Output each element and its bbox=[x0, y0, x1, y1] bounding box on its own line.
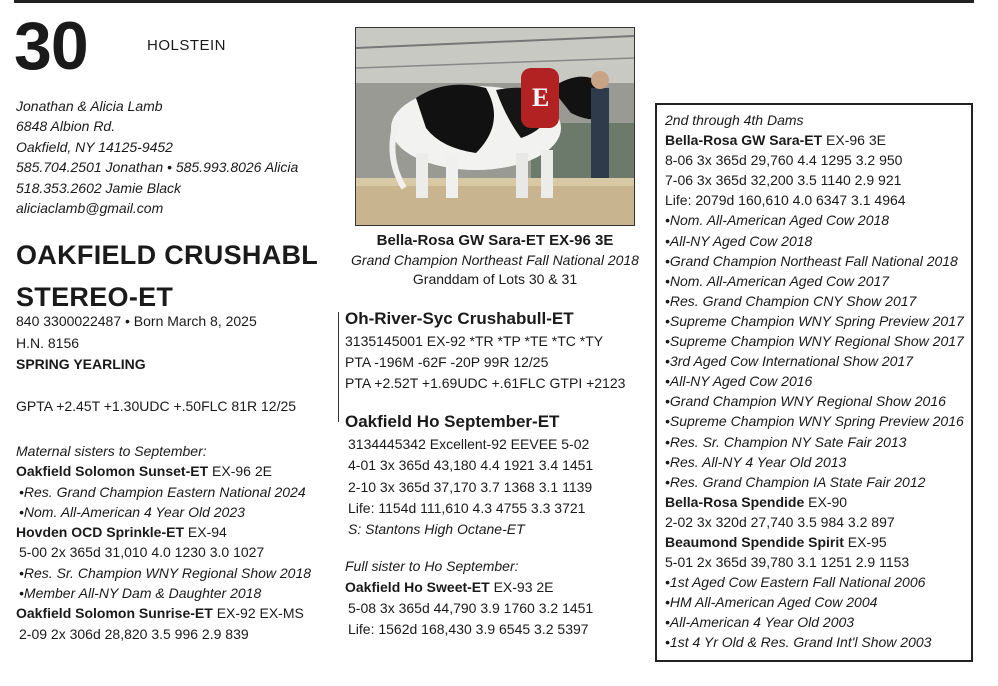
animal-id-birth: 840 3300022487 • Born March 8, 2025 bbox=[16, 313, 257, 329]
svg-text:E: E bbox=[532, 83, 550, 112]
sister-entry bbox=[16, 603, 311, 623]
consignor-phone: 585.704.2501 Jonathan • 585.993.8026 Alicia bbox=[16, 159, 299, 176]
full-sister-record: 5-08 3x 365d 44,790 3.9 1760 3.2 1451 bbox=[348, 600, 594, 616]
dam3-entry bbox=[665, 492, 964, 512]
sire-name: Oh-River-Syc Crushabull-ET bbox=[345, 309, 574, 328]
dams-heading: 2nd through 4th Dams bbox=[665, 112, 804, 128]
sister-entry bbox=[16, 461, 311, 481]
photo-caption-name: Bella-Rosa GW Sara-ET EX-96 3E bbox=[376, 232, 614, 249]
consignor-phone-secondary: 518.353.2602 Jamie Black bbox=[16, 179, 181, 196]
dam4-record: 5-01 2x 365d 39,780 3.1 1251 2.9 1153 bbox=[665, 554, 910, 571]
full-sister-heading: Full sister to Ho September: bbox=[345, 558, 519, 574]
dam4-honor: •1st Aged Cow Eastern Fall National 2006 bbox=[665, 574, 926, 591]
sister-honor: •Res. Sr. Champion WNY Regional Show 2018 bbox=[19, 564, 312, 581]
dam2-name: Bella-Rosa GW Sara-ET bbox=[665, 132, 823, 149]
dam2-honor: •Supreme Champion WNY Regional Show 2017 bbox=[665, 333, 964, 350]
full-sister-entry bbox=[345, 577, 593, 598]
dam2-honor: •Res. Sr. Champion NY Sate Fair 2013 bbox=[665, 433, 907, 450]
dam4-honor: •All-American 4 Year Old 2003 bbox=[665, 614, 855, 631]
dam2-honor: •Res. Grand Champion IA State Fair 2012 bbox=[665, 473, 926, 490]
animal-info bbox=[16, 311, 257, 376]
dam2-honor: •Res. All-NY 4 Year Old 2013 bbox=[665, 453, 847, 470]
dam4-score: EX-95 bbox=[843, 533, 887, 550]
dam-record: 2-10 3x 365d 37,170 3.7 1368 3.1 1139 bbox=[348, 478, 593, 495]
cow-photo bbox=[355, 27, 635, 226]
top-rule bbox=[14, 0, 974, 3]
dam-name: Oakfield Ho September-ET bbox=[345, 412, 560, 431]
dam2-entry bbox=[665, 130, 964, 150]
dam2-honor: •Res. Grand Champion CNY Show 2017 bbox=[665, 292, 917, 309]
dam-registration: 3134445342 Excellent-92 EEVEE 5-02 bbox=[348, 436, 590, 452]
full-sister-name: Oakfield Ho Sweet-ET bbox=[345, 579, 490, 595]
consignor-names: Jonathan & Alicia Lamb bbox=[16, 98, 163, 114]
sister-name: Oakfield Solomon Sunrise-ET bbox=[16, 605, 213, 622]
dam2-honor: •Supreme Champion WNY Spring Preview 2016 bbox=[665, 413, 964, 430]
consignor-city: Oakfield, NY 14125-9452 bbox=[16, 138, 173, 155]
sire-registration: 3135145001 EX-92 *TR *TP *TE *TC *TY bbox=[345, 333, 604, 349]
full-sister-lifetime: Life: 1562d 168,430 3.9 6545 3.2 5397 bbox=[348, 621, 589, 637]
sister-honor: •Member All-NY Dam & Daughter 2018 bbox=[19, 585, 262, 602]
sire-block bbox=[345, 307, 625, 394]
breed-label: HOLSTEIN bbox=[147, 37, 227, 54]
dam4-honor: •1st 4 Yr Old & Res. Grand Int'l Show 2003 bbox=[665, 634, 932, 651]
maternal-sisters bbox=[16, 441, 311, 644]
consignor-block bbox=[16, 96, 298, 218]
dam3-record: 2-02 3x 320d 27,740 3.5 984 3.2 897 bbox=[665, 513, 895, 530]
full-sister-score: EX-93 2E bbox=[489, 579, 554, 595]
sire-pta: PTA -196M -62F -20P 99R 12/25 bbox=[345, 354, 549, 370]
sister-name: Hovden OCD Sprinkle-ET bbox=[16, 524, 185, 541]
dam4-name: Beaumond Spendide Spirit bbox=[665, 533, 844, 550]
dam2-record: 7-06 3x 365d 32,200 3.5 1140 2.9 921 bbox=[665, 172, 902, 189]
sister-score: EX-96 2E bbox=[208, 463, 272, 480]
photo-caption-honor: Grand Champion Northeast Fall National 2018 bbox=[351, 251, 639, 268]
dam-record: 4-01 3x 365d 43,180 4.4 1921 3.4 1451 bbox=[348, 457, 594, 474]
animal-class: SPRING YEARLING bbox=[16, 356, 146, 372]
dam2-record: 8-06 3x 365d 29,760 4.4 1295 3.2 950 bbox=[665, 152, 903, 169]
sister-entry bbox=[16, 522, 311, 542]
animal-hn: H.N. 8156 bbox=[16, 334, 80, 351]
dam2-lifetime: Life: 2079d 160,610 4.0 6347 3.1 4964 bbox=[665, 192, 906, 209]
dam2-honor: •All-NY Aged Cow 2018 bbox=[665, 232, 813, 249]
consignor-email[interactable]: aliciaclamb@gmail.com bbox=[16, 200, 164, 217]
dam2-honor: •Supreme Champion WNY Spring Preview 2017 bbox=[665, 312, 964, 329]
dam4-honor: •HM All-American Aged Cow 2004 bbox=[665, 594, 878, 611]
animal-name-line1: OAKFIELD CRUSHABL bbox=[16, 240, 319, 270]
animal-gpta: GPTA +2.45T +1.30UDC +.50FLC 81R 12/25 bbox=[16, 398, 297, 414]
photo-caption bbox=[340, 231, 650, 290]
sister-honor: •Res. Grand Champion Eastern National 2024 bbox=[19, 483, 306, 500]
dam2-score: EX-96 3E bbox=[822, 132, 886, 149]
consignor-street: 6848 Albion Rd. bbox=[16, 118, 116, 135]
sire-divider bbox=[338, 312, 339, 422]
dam2-honor: •Nom. All-American Aged Cow 2018 bbox=[665, 212, 890, 229]
dam2-honor: •Nom. All-American Aged Cow 2017 bbox=[665, 272, 890, 289]
sister-honor: •Nom. All-American 4 Year Old 2023 bbox=[19, 503, 245, 520]
animal-name bbox=[16, 234, 318, 318]
animal-name-line2: STEREO-ET bbox=[16, 282, 174, 312]
dam-lifetime: Life: 1154d 111,610 4.3 4755 3.3 3721 bbox=[348, 499, 586, 516]
sister-record: 2-09 2x 306d 28,820 3.5 996 2.9 839 bbox=[19, 625, 249, 642]
dam-block bbox=[345, 410, 593, 540]
lot-number: 30 bbox=[14, 8, 88, 84]
dam2-honor: •Grand Champion WNY Regional Show 2016 bbox=[665, 393, 946, 410]
sister-score: EX-94 bbox=[184, 524, 227, 541]
maternal-sisters-heading: Maternal sisters to September: bbox=[16, 443, 207, 459]
dams-list bbox=[665, 110, 964, 653]
dam3-name: Bella-Rosa Spendide bbox=[665, 493, 805, 510]
dam2-honor: •3rd Aged Cow International Show 2017 bbox=[665, 353, 913, 370]
dam-sire: S: Stantons High Octane-ET bbox=[348, 521, 525, 538]
sister-name: Oakfield Solomon Sunset-ET bbox=[16, 463, 209, 480]
photo-caption-relation: Granddam of Lots 30 & 31 bbox=[412, 271, 578, 287]
dam3-score: EX-90 bbox=[804, 493, 848, 510]
sister-record: 5-00 2x 365d 31,010 4.0 1230 3.0 1027 bbox=[19, 544, 265, 561]
full-sister-block bbox=[345, 556, 593, 640]
sire-pta-type: PTA +2.52T +1.69UDC +.61FLC GTPI +2123 bbox=[345, 375, 626, 391]
dam2-honor: •All-NY Aged Cow 2016 bbox=[665, 373, 813, 390]
dam4-entry bbox=[665, 532, 964, 552]
sister-score: EX-92 EX-MS bbox=[212, 605, 304, 622]
dam2-honor: •Grand Champion Northeast Fall National 2018 bbox=[665, 252, 958, 269]
